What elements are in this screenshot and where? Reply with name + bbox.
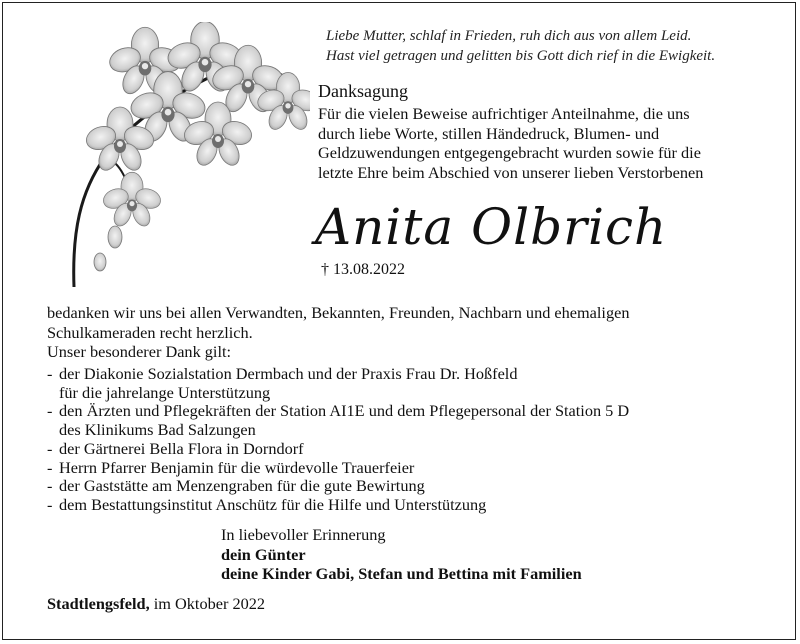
main-paragraph: [47, 303, 767, 362]
deceased-name: Anita Olbrich: [315, 198, 668, 256]
closing-signature: [221, 525, 582, 584]
list-item-text: für die jahrelange Unterstützung: [59, 382, 271, 402]
thanks-line: Geldzuwendungen entgegengebracht wurden sowie für die: [318, 143, 701, 162]
list-dash: -: [47, 457, 53, 477]
thanks-line: Für die vielen Beweise aufrichtiger Anteilnahme, die uns: [318, 104, 690, 123]
thanks-line: letzte Ehre beim Abschied von unserer lieben Verstorbenen: [318, 162, 704, 182]
list-dash: -: [47, 364, 53, 383]
list-item-text: des Klinikums Bad Salzungen: [59, 420, 256, 440]
list-dash: -: [47, 494, 53, 514]
orchid-flower-illustration: [60, 22, 310, 292]
list-dash: -: [47, 476, 53, 496]
list-dash: -: [47, 438, 53, 458]
list-item-text: der Gaststätte am Menzengraben für die gute Bewirtung: [59, 476, 425, 496]
main-line: bedanken wir uns bei allen Verwandten, Bekannten, Freunden, Nachbarn und ehemaligen: [47, 303, 630, 322]
memorial-poem: [326, 26, 786, 66]
list-item-text: der Gärtnerei Bella Flora in Dorndorf: [59, 438, 304, 458]
thanks-line: durch liebe Worte, stillen Händedruck, Blumen- und: [318, 123, 660, 143]
place-date: im Oktober 2022: [153, 594, 266, 613]
thanks-list: [47, 365, 767, 515]
list-item-text: den Ärzten und Pflegekräften der Station AI1E und dem Pflegepersonal der Station 5 D: [59, 401, 630, 421]
list-item-text: der Diakonie Sozialstation Dermbach und der Praxis Frau Dr. Hoßfeld: [59, 364, 518, 383]
list-item: [47, 365, 767, 402]
place-city: Stadtlengsfeld,: [47, 594, 150, 613]
poem-line-1: Liebe Mutter, schlaf in Frieden, ruh dich aus von allem Leid.: [326, 28, 692, 44]
main-line: Unser besonderer Dank gilt:: [47, 342, 232, 361]
place-and-date: [47, 594, 265, 614]
signer-children: deine Kinder Gabi, Stefan und Bettina mit Familien: [221, 564, 582, 583]
list-item-text: Herrn Pfarrer Benjamin für die würdevolle Trauerfeier: [59, 457, 415, 477]
list-item: [47, 496, 767, 515]
list-item: [47, 402, 767, 439]
death-date: † 13.08.2022: [321, 261, 405, 278]
thanks-paragraph: [318, 104, 788, 182]
closing-intro: In liebevoller Erinnerung: [221, 525, 386, 544]
thanks-heading: Danksagung: [318, 81, 408, 101]
list-dash: -: [47, 401, 53, 421]
poem-line-2: Hast viel getragen und gelitten bis Gott dich rief in die Ewigkeit.: [326, 48, 716, 64]
signer-husband: dein Günter: [221, 544, 306, 564]
list-item: [47, 440, 767, 459]
main-line: Schulkameraden recht herzlich.: [47, 322, 253, 342]
list-item: [47, 459, 767, 478]
list-item-text: dem Bestattungsinstitut Anschütz für die Hilfe und Unterstützung: [59, 494, 487, 514]
list-item: [47, 477, 767, 496]
